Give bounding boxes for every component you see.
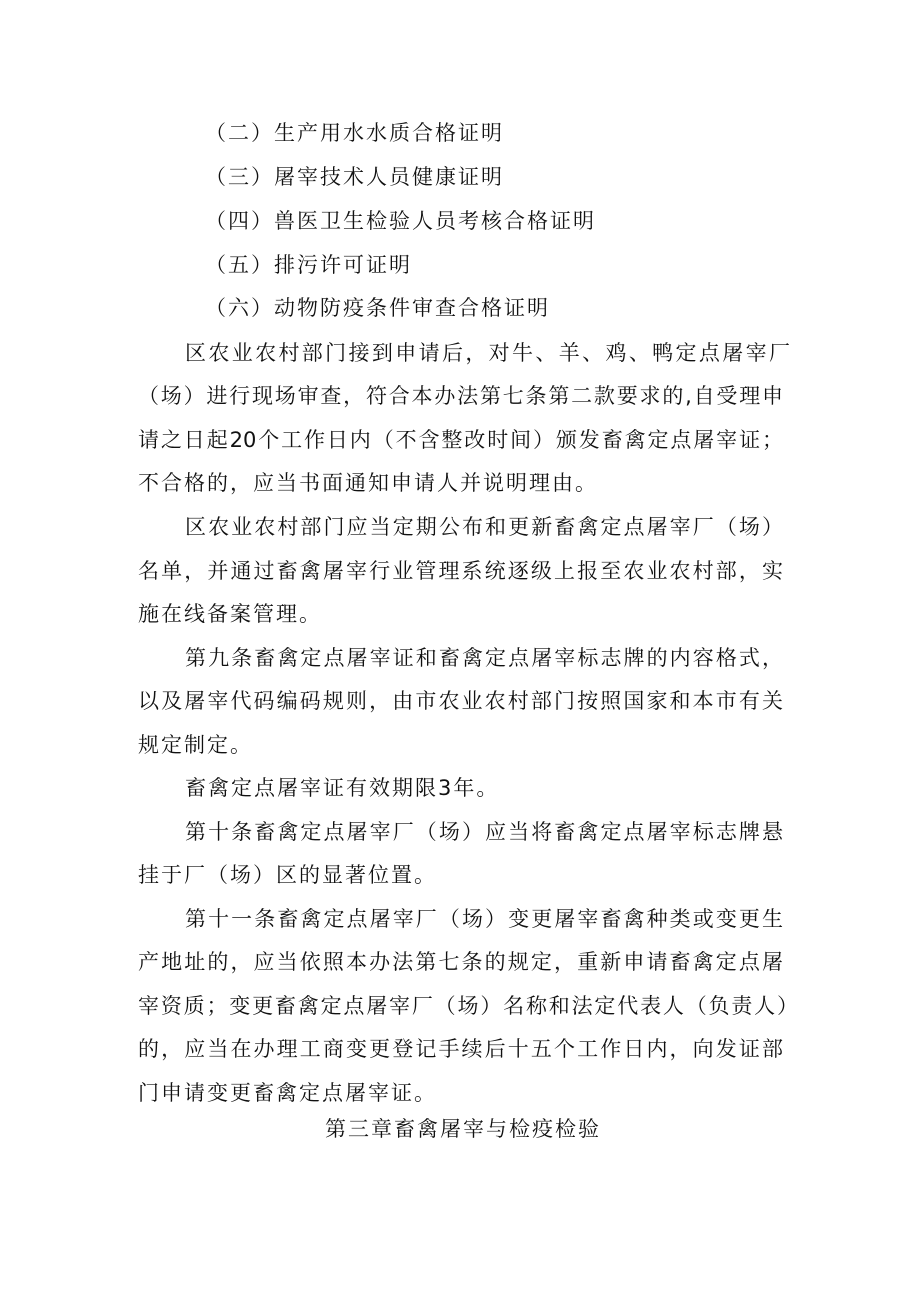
paragraph-line: 宰资质；变更畜禽定点屠宰厂（场）名称和法定代表人（负责人） — [138, 994, 798, 1018]
list-item: （五）排污许可证明 — [205, 253, 412, 277]
list-item: （二）生产用水水质合格证明 — [205, 121, 504, 145]
list-item: （六）动物防疫条件审查合格证明 — [205, 296, 550, 320]
paragraph-line: 门申请变更畜禽定点屠宰证。 — [138, 1081, 437, 1105]
paragraph-line: 畜禽定点屠宰证有效期限3年。 — [185, 776, 500, 800]
paragraph-line: 区农业农村部门应当定期公布和更新畜禽定点屠宰厂（场） — [185, 515, 783, 539]
paragraph-line: 不合格的，应当书面通知申请人并说明理由。 — [138, 471, 598, 495]
paragraph-line: 第十条畜禽定点屠宰厂（场）应当将畜禽定点屠宰标志牌悬 — [185, 820, 783, 844]
paragraph-line: 施在线备案管理。 — [138, 602, 322, 626]
paragraph-line: 名单，并通过畜禽屠宰行业管理系统逐级上报至农业农村部，实 — [138, 559, 783, 583]
paragraph-line: 区农业农村部门接到申请后，对牛、羊、鸡、鸭定点屠宰厂 — [185, 341, 790, 365]
list-item: （四）兽医卫生检验人员考核合格证明 — [205, 209, 596, 233]
paragraph-line: 请之日起20个工作日内（不含整改时间）颁发畜禽定点屠宰证； — [138, 428, 783, 452]
paragraph-line: （场）进行现场审查，符合本办法第七条第二款要求的,自受理申 — [138, 384, 783, 408]
list-item: （三）屠宰技术人员健康证明 — [205, 165, 504, 189]
paragraph-line: 第九条畜禽定点屠宰证和畜禽定点屠宰标志牌的内容格式， — [185, 646, 783, 670]
paragraph-line: 规定制定。 — [138, 733, 253, 757]
paragraph-line: 以及屠宰代码编码规则，由市农业农村部门按照国家和本市有关 — [138, 689, 783, 713]
chapter-heading: 第三章畜禽屠宰与检疫检验 — [325, 1117, 601, 1141]
paragraph-line: 产地址的，应当依照本办法第七条的规定，重新申请畜禽定点屠 — [138, 950, 783, 974]
paragraph-line: 的，应当在办理工商变更登记手续后十五个工作日内，向发证部 — [138, 1037, 783, 1061]
paragraph-line: 第十一条畜禽定点屠宰厂（场）变更屠宰畜禽种类或变更生 — [185, 907, 783, 931]
paragraph-line: 挂于厂（场）区的显著位置。 — [138, 863, 437, 887]
